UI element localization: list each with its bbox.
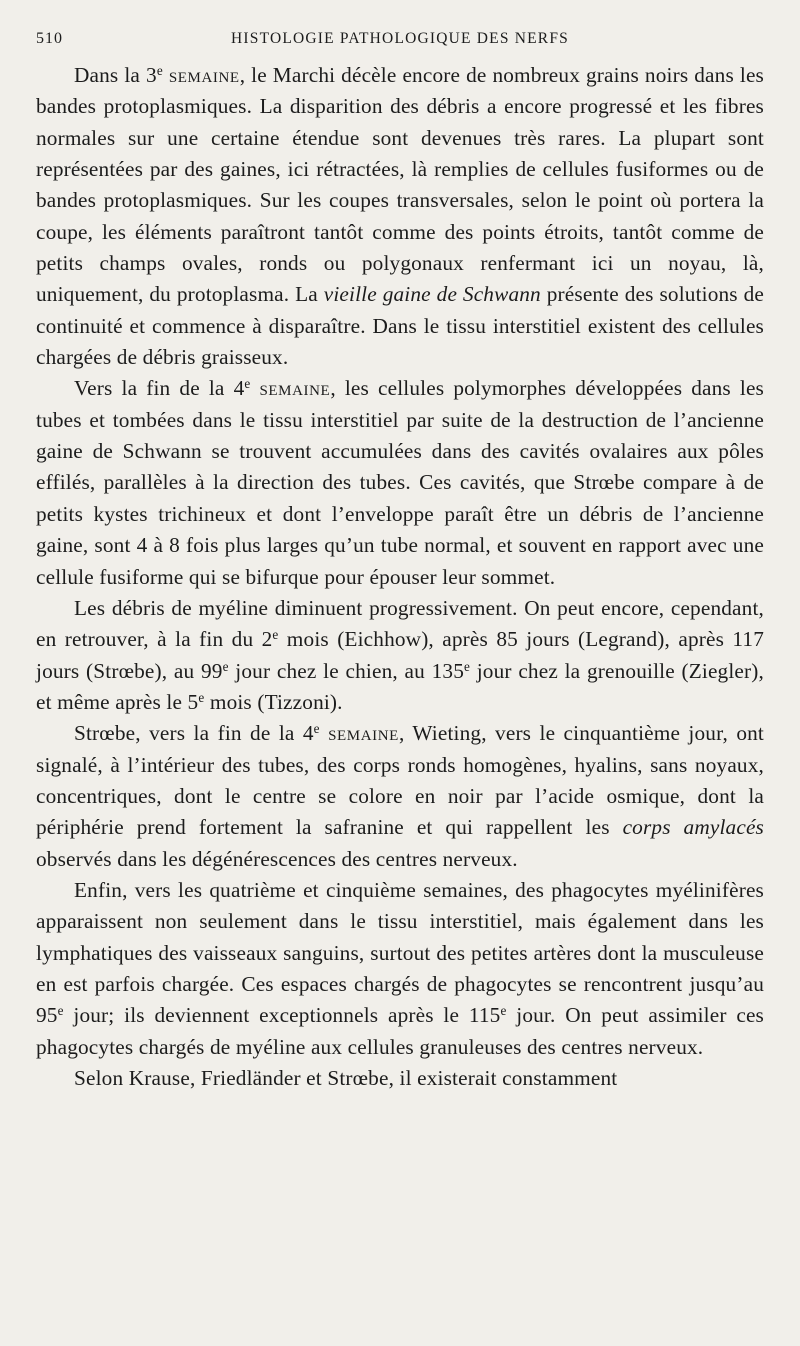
small-caps-text: semaine [259,376,331,401]
text-segment: , les cellules polymorphes développées dans les tubes et tombées dans le tissu interstitiel par suite de la destruction de l’ancienne gaine de Schwann se trouvent accumulées dans des cavités ovalaires aux pôles effilés, parallèles à la direction des tubes. Ces cavités, que Strœbe compare à de petits kystes trichineux et dont l’enveloppe paraît être un débris de l’ancienne gaine, sont 4 à 8 fois plus larges qu’un tube normal, et souvent en rapport avec une cellule fusiforme qui se bifurque pour épouser leur sommet. [36,376,764,589]
text-segment [320,721,328,745]
text-segment: jour. On peut assimiler ces phagocytes chargés de myéline aux cellules granuleuses des centres nerveux. [36,1003,764,1059]
paragraph [36,718,764,875]
italic-text: vieille gaine de Schwann [323,282,541,307]
running-head [36,30,764,60]
paragraph [36,60,764,373]
paragraph [36,373,764,592]
small-caps-text: semaine [328,721,399,746]
text-segment: Les débris de myéline diminuent progressivement. On peut encore, cependant, en retrouver, à la fin du 2 [36,595,764,652]
text-segment: présente des solutions de continuité et commence à disparaître. Dans le tissu interstitiel existent des cellules chargées de débris graisseux. [36,282,765,370]
text-segment: jour chez le chien, au 135 [228,658,465,683]
ordinal-superscript: e [244,376,251,392]
text-segment: mois (Eichhow), après 85 jours (Legrand), après 117 jours (Strœbe), au 99 [36,627,764,683]
body-text [36,60,764,1094]
text-segment: Selon Krause, Friedländer et Strœbe, il existerait constamment [74,1066,618,1090]
ordinal-superscript: e [156,62,163,78]
page-number: 510 [36,30,63,47]
text-segment: observés dans les dégénérescences des centres nerveux. [36,846,518,871]
text-segment: Dans la 3 [74,63,157,87]
ordinal-superscript: e [57,1003,64,1019]
ordinal-superscript: e [313,720,320,736]
ordinal-superscript: e [500,1003,507,1019]
text-segment: mois (Tizzoni). [204,689,343,714]
text-segment: jour chez la grenouille (Ziegler), et même après le 5 [36,658,764,714]
ordinal-superscript: e [198,689,205,705]
text-segment: jour; ils deviennent exceptionnels après le 115 [63,1003,501,1028]
running-title: HISTOLOGIE PATHOLOGIQUE DES NERFS [231,30,569,47]
ordinal-superscript: e [222,658,229,674]
paragraph [36,593,764,718]
text-segment: , le Marchi décèle encore de nombreux grains noirs dans les bandes protoplasmiques. La disparition des débris a encore progressé et les fibres normales sur une certaine étendue sont devenues très rares. La plupart sont représentées par des gaines, ici rétractées, là remplies de cellules fusiformes ou de bandes protoplasmiques. Sur les coupes transversales, selon le point où portera la coupe, les éléments paraîtront tantôt comme des points étroits, tantôt comme de petits champs ovales, ronds ou polygonaux renfermant ici un noyau, là, uniquement, du protoplasma. La [36,63,764,307]
paragraph [36,1063,764,1094]
text-segment: Vers la fin de la 4 [74,376,245,401]
paragraph [36,875,764,1063]
small-caps-text: semaine [168,63,240,87]
ordinal-superscript: e [464,658,471,674]
ordinal-superscript: e [272,626,279,642]
text-segment: Strœbe, vers la fin de la 4 [74,721,314,746]
text-segment: , Wieting, vers le cinquantième jour, ont signalé, à l’intérieur des tubes, des corps ronds homogènes, hyalins, sans noyaux, concentriques, dont le centre se colore en noir par l’acide osmique, dont la périphérie prend fortement la safranine et qui rappellent les [36,721,764,840]
italic-text: corps amylacés [622,815,764,840]
text-segment: Enfin, vers les quatrième et cinquième semaines, des phagocytes myélinifères apparaissent non seulement dans le tissu interstitiel, mais également dans les lymphatiques des vaisseaux sanguins, surtout des petites artères dont la musculeuse en est parfois chargée. Ces espaces chargés de phagocytes se rencontrent jusqu’au 95 [36,877,764,1028]
